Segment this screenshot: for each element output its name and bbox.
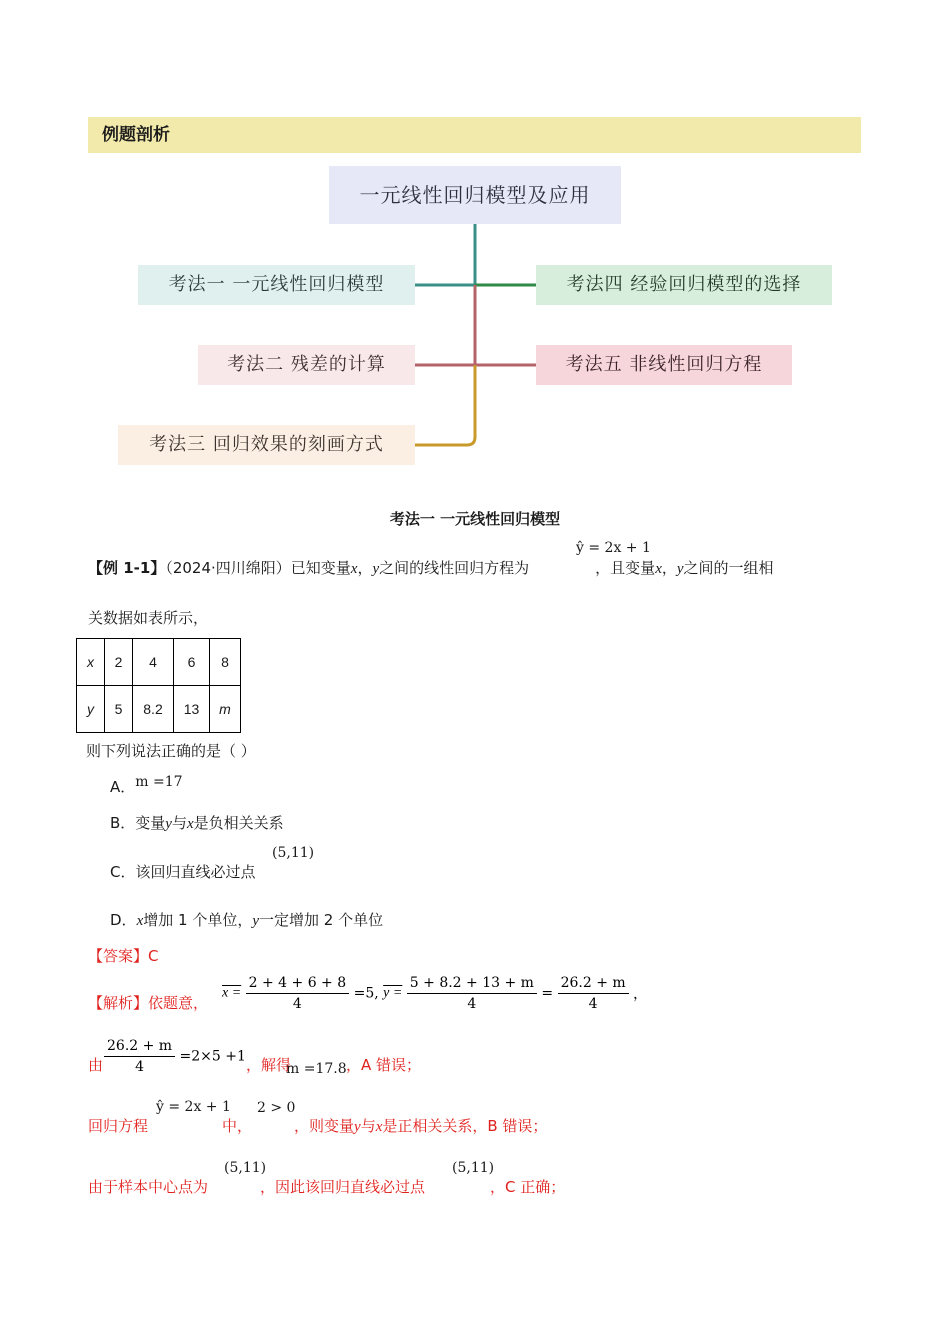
mindmap-method-5: 考法五 非线性回归方程	[536, 345, 792, 385]
answer-line	[88, 945, 159, 966]
fraction-mean-x	[246, 975, 350, 1012]
fraction-den: 4	[467, 996, 477, 1012]
option-d	[110, 909, 383, 930]
mindmap-method-1: 考法一 一元线性回归模型	[138, 265, 415, 305]
example-source: （2024·四川绵阳）	[165, 559, 291, 577]
comma: ，	[357, 559, 373, 577]
regression-equation: ŷ = 2x + 1	[576, 540, 651, 556]
example-text-b: 之间的线性回归方程为	[379, 559, 530, 577]
section-title: 考法一 一元线性回归模型	[389, 510, 561, 528]
analysis-formula-2	[104, 1038, 246, 1075]
table-cell: y	[77, 686, 105, 733]
analysis-line-2-end: ，A 错误；	[346, 1056, 422, 1074]
var-x-2: x	[655, 561, 662, 577]
mindmap-method-4: 考法四 经验回归模型的选择	[536, 265, 832, 305]
l3-y: y	[354, 1119, 361, 1135]
table-row	[77, 639, 241, 686]
table-cell: 13	[174, 686, 210, 733]
option-d-label: D．	[110, 911, 137, 929]
section-band: 例题剖析	[88, 117, 861, 153]
analysis-intro: 依题意，	[148, 994, 209, 1012]
example-text-a: 已知变量	[290, 559, 351, 577]
connector-l3	[415, 365, 475, 445]
fraction-result	[558, 975, 629, 1012]
analysis-line-2-prefix: 由	[88, 1056, 104, 1074]
fraction-num: 5 + 8.2 + 13 + m	[407, 975, 537, 994]
analysis-equation: ŷ = 2x + 1	[156, 1099, 231, 1115]
option-a-label: A．	[110, 778, 136, 796]
example-line-2: 关数据如表所示，	[88, 609, 209, 627]
option-d-mid: 增加 1 个单位，	[143, 911, 253, 929]
analysis-label-line	[88, 992, 208, 1013]
option-c: C．该回归直线必过点	[110, 863, 256, 881]
analysis-line-4-prefix: 由于样本中心点为	[88, 1178, 209, 1196]
table-cell: 5	[105, 686, 133, 733]
inequality: 2 > 0	[257, 1100, 296, 1116]
fraction-mean-y	[407, 975, 537, 1012]
table-cell: 8	[210, 639, 241, 686]
fraction-solve	[104, 1038, 175, 1075]
trailing-comma: ，	[633, 986, 648, 1003]
option-d-end: 一定增加 2 个单位	[259, 911, 384, 929]
mindmap-method-3: 考法三 回归效果的刻画方式	[118, 425, 415, 465]
option-b-x: x	[186, 816, 194, 832]
analysis-formula-1	[222, 975, 647, 1012]
option-c-point: (5,11)	[272, 845, 315, 861]
option-b-mid: 与	[171, 814, 187, 832]
var-x: x	[350, 561, 358, 577]
table-row	[77, 686, 241, 733]
analysis-line-4-mid: ，因此该回归直线必过点	[260, 1178, 426, 1196]
option-b-y: y	[165, 816, 172, 832]
analysis-line-2-mid: ，解得	[246, 1056, 292, 1074]
answer-label: 【答案】	[88, 947, 149, 965]
solve-rhs: =2×5 +1	[179, 1048, 246, 1065]
option-b-end: 是负相关关系	[193, 814, 284, 832]
example-text-c: ，且变量	[595, 559, 656, 577]
option-b	[110, 812, 284, 833]
option-d-y: y	[252, 913, 259, 929]
analysis-line-3-mid: 中，	[222, 1117, 253, 1135]
equals: =	[541, 985, 554, 1002]
xbar: x =	[222, 985, 242, 1001]
question-text: 则下列说法正确的是（ ）	[86, 742, 256, 760]
analysis-line-3-prefix: 回归方程	[88, 1117, 149, 1135]
example-tag: 【例 1-1】	[88, 559, 166, 577]
answer-value: C	[148, 947, 159, 965]
l3-e: 是正相关关系，B 错误；	[382, 1117, 548, 1135]
option-a-math: m =17	[135, 774, 183, 790]
fraction-num: 2 + 4 + 6 + 8	[246, 975, 350, 994]
analysis-line-4-end: ，C 正确；	[490, 1178, 566, 1196]
fraction-den: 4	[588, 996, 598, 1012]
table-cell: x	[77, 639, 105, 686]
center-point-1: (5,11)	[224, 1160, 267, 1176]
table-cell: 8.2	[133, 686, 174, 733]
table-cell: m	[210, 686, 241, 733]
option-d-x: x	[136, 913, 144, 929]
fraction-num: 26.2 + m	[104, 1038, 175, 1057]
example-line-1	[88, 557, 774, 578]
mindmap-method-2: 考法二 残差的计算	[198, 345, 415, 385]
fraction-num: 26.2 + m	[558, 975, 629, 994]
l3-d: 与	[360, 1117, 376, 1135]
solve-result: m =17.8	[286, 1061, 347, 1077]
var-y-2: y	[676, 561, 684, 577]
center-point-2: (5,11)	[452, 1160, 495, 1176]
analysis-line-3-end	[294, 1115, 547, 1136]
analysis-label: 【解析】	[88, 994, 149, 1012]
table-cell: 6	[174, 639, 210, 686]
fraction-den: 4	[135, 1059, 144, 1075]
option-a	[110, 776, 183, 797]
example-text-d: 之间的一组相	[683, 559, 774, 577]
equals-five: =5,	[353, 985, 379, 1002]
table-cell: 4	[133, 639, 174, 686]
l3-x: x	[375, 1119, 383, 1135]
data-table	[76, 638, 241, 733]
l3-c: ，则变量	[294, 1117, 355, 1135]
ybar: y =	[383, 985, 403, 1001]
comma-2: ，	[661, 559, 677, 577]
var-y: y	[372, 561, 380, 577]
option-b-label: B．变量	[110, 814, 166, 832]
table-cell: 2	[105, 639, 133, 686]
mindmap-root: 一元线性回归模型及应用	[329, 166, 621, 224]
fraction-den: 4	[292, 996, 302, 1012]
